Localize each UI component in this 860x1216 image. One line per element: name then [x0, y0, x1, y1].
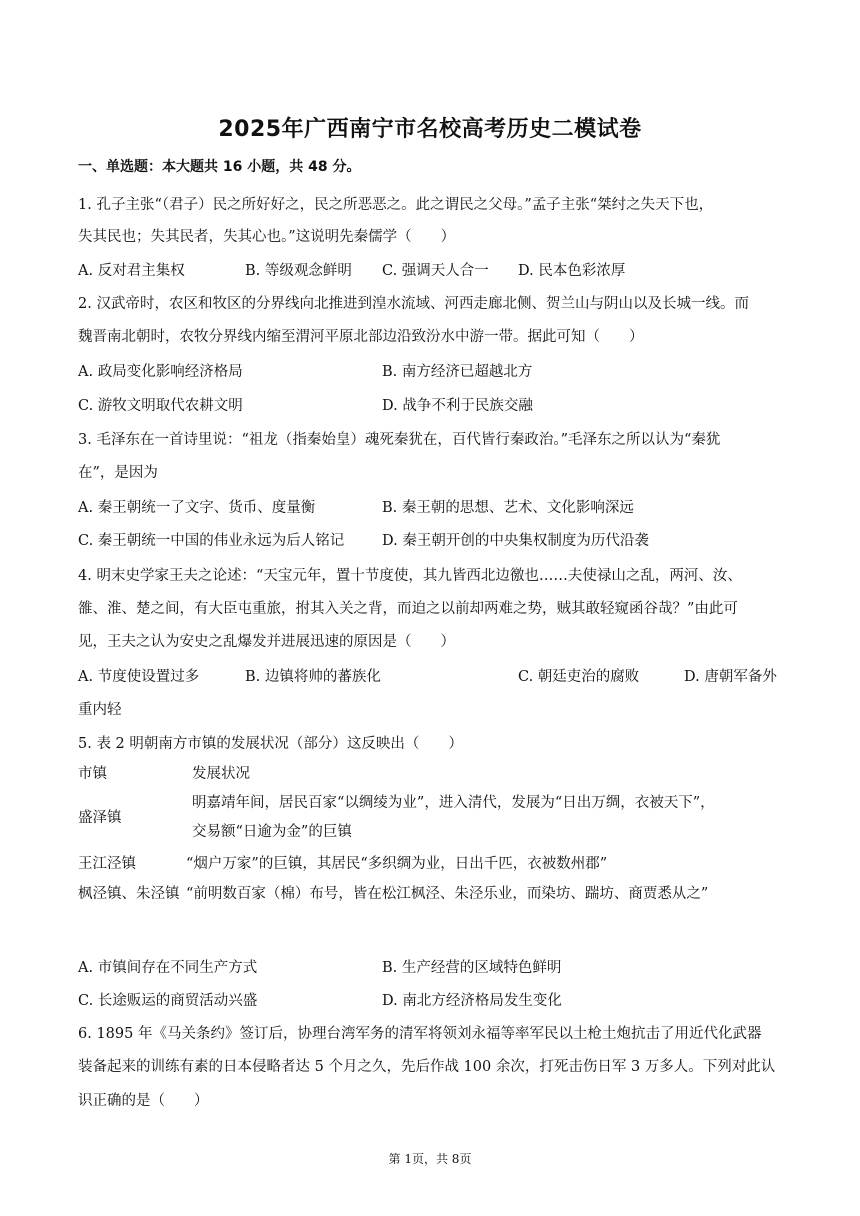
q3-option-d: D. 秦王朝开创的中央集权制度为历代沿袭	[382, 533, 649, 549]
q3-line-2: 在”，是因为	[78, 465, 158, 481]
page-footer: 第 1页，共 8页	[388, 1152, 472, 1166]
table-row-desc: 明嘉靖年间，居民百家“以绸绫为业”，进入清代，发展为“日出万绸，衣被天下”，	[192, 795, 715, 811]
q1-line-2: 失其民也；失其民者，失其心也。”这说明先秦儒学（ ）	[78, 229, 456, 245]
q6-line-1: 6. 1895 年《马关条约》签订后，协理台湾军务的清军将领刘永福等率军民以土枪土炮抗击了用近代化武器	[78, 1026, 762, 1042]
q4-option-c: C. 朝廷吏治的腐败	[518, 669, 640, 685]
q5-option-c: C. 长途贩运的商贸活动兴盛	[78, 993, 258, 1009]
q1-option-a: A. 反对君主集权	[78, 263, 185, 279]
q4-option-b: B. 边镇将帅的蕃族化	[245, 669, 381, 685]
q5-option-b: B. 生产经营的区域特色鲜明	[382, 960, 562, 976]
q6-line-2: 装备起来的训练有素的日本侵略者达 5 个月之久，先后作战 100 余次，打死击伤日军 3 万多人。下列对此认	[78, 1059, 776, 1075]
table-row-desc: “前明数百家（棉）布号，皆在松江枫泾、朱泾乐业，而染坊、踹坊、商贾悉从之”	[186, 886, 709, 902]
q2-option-c: C. 游牧文明取代农耕文明	[78, 398, 243, 414]
q4-option-d: D. 唐朝军备外	[684, 669, 777, 685]
q5-line-1: 5. 表 2 明朝南方市镇的发展状况（部分）这反映出（ ）	[78, 736, 463, 752]
q1-option-d: D. 民本色彩浓厚	[518, 263, 626, 279]
table-row-town: 王江泾镇	[78, 856, 136, 872]
q6-line-3: 识正确的是（ ）	[78, 1093, 209, 1109]
q5-option-a: A. 市镇间存在不同生产方式	[78, 960, 258, 976]
table-row-desc: 交易额“日逾为金”的巨镇	[192, 824, 352, 840]
q2-option-a: A. 政局变化影响经济格局	[78, 364, 243, 380]
q4-line-2: 雒、淮、楚之间，有大臣屯重旅，拊其入关之背，而迫之以前却两难之势，贼其敢轻窥函谷哉？”由此可	[78, 601, 738, 617]
q4-option-a: A. 节度使设置过多	[78, 669, 200, 685]
q2-line-2: 魏晋南北朝时，农牧分界线内缩至渭河平原北部边沿致汾水中游一带。据此可知（ ）	[78, 329, 644, 345]
q2-option-b: B. 南方经济已超越北方	[382, 364, 533, 380]
q3-line-1: 3. 毛泽东在一首诗里说：“祖龙（指秦始皇）魂死秦犹在，百代皆行秦政治。”毛泽东之所以认为“秦犹	[78, 432, 721, 448]
q2-line-1: 2. 汉武帝时，农区和牧区的分界线向北推进到湟水流域、河西走廊北侧、贺兰山与阴山以及长城一线。而	[78, 296, 749, 312]
q2-option-d: D. 战争不利于民族交融	[382, 398, 533, 414]
page-title: 2025年广西南宁市名校高考历史二模试卷	[218, 117, 642, 142]
table-row-town: 盛泽镇	[78, 810, 122, 826]
table-header-town: 市镇	[78, 766, 107, 782]
q1-option-b: B. 等级观念鲜明	[245, 263, 352, 279]
q4-line-1: 4. 明末史学家王夫之论述：“天宝元年，置十节度使，其九皆西北边徼也……夫使禄山之乱，两河、汝、	[78, 568, 742, 584]
q4-line-3: 见，王夫之认为安史之乱爆发并进展迅速的原因是（ ）	[78, 634, 455, 650]
q3-option-a: A. 秦王朝统一了文字、货币、度量衡	[78, 500, 316, 516]
q3-option-b: B. 秦王朝的思想、艺术、文化影响深远	[382, 500, 634, 516]
table-row-desc: “烟户万家”的巨镇，其居民“多织绸为业，日出千匹，衣被数州郡”	[186, 856, 608, 872]
q5-option-d: D. 南北方经济格局发生变化	[382, 993, 562, 1009]
q1-option-c: C. 强调天人合一	[382, 263, 489, 279]
section-heading: 一、单选题：本大题共 16 小题，共 48 分。	[78, 159, 361, 175]
q1-line-1: 1. 孔子主张“（君子）民之所好好之，民之所恶恶之。此之谓民之父母。”孟子主张“桀纣之失天下也，	[78, 197, 714, 213]
q4-option-d-wrap: 重内轻	[78, 702, 122, 718]
q3-option-c: C. 秦王朝统一中国的伟业永远为后人铭记	[78, 533, 345, 549]
table-row-town: 枫泾镇、朱泾镇	[78, 886, 180, 902]
table-header-status: 发展状况	[192, 766, 250, 782]
